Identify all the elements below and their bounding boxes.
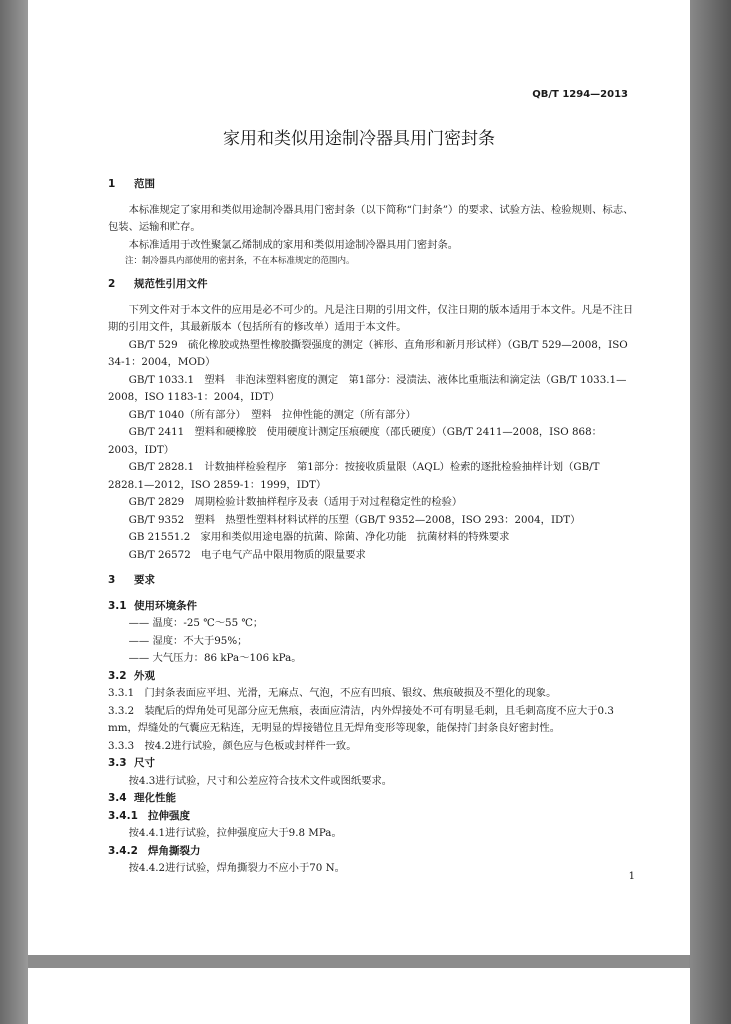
ref-item: GB/T 26572 电子电气产品中限用物质的限量要求 [128,548,366,561]
left-shadow [0,0,28,1024]
section-1-para-2: 本标准适用于改性聚氯乙烯制成的家用和类似用途制冷器具用门密封条。 [128,238,459,251]
clause-3-4-1-text: 按4.4.1进行试验，拉伸强度应大于9.8 MPa。 [128,827,342,839]
ref-item: GB/T 9352 塑料 热塑性塑料材料试样的压塑（GB/T 9352—2008，ISO 293：2004，IDT） [128,513,581,526]
document-body [108,176,636,878]
next-page-edge [28,968,690,1024]
section-1-heading: 1 范围 [108,178,155,190]
clause-3-3-1: 3.3.1 门封条表面应平坦、光滑，无麻点、气泡，不应有凹痕、银纹、焦痕破损及不塑化的现象。 [108,687,557,699]
env-item: —— 温度：-25 ℃～55 ℃； [128,617,264,629]
section-1-para-1: 本标准规定了家用和类似用途制冷器具用门密封条（以下简称“门封条”）的要求、试验方法、检验规则、标志、包装、运输和贮存。 [108,203,634,233]
section-3-4-1-heading: 3.4.1 拉伸强度 [108,809,190,822]
right-shadow [689,0,731,1024]
section-2-heading: 2 规范性引用文件 [108,278,208,290]
clause-3-4-2-text: 按4.4.2进行试验，焊角撕裂力不应小于70 N。 [128,862,345,874]
section-3-4-2-heading: 3.4.2 焊角撕裂力 [108,844,201,857]
ref-item: GB/T 529 硫化橡胶或热塑性橡胶撕裂强度的测定（裤形、直角形和新月形试样）（GB/T 529—2008，ISO 34-1：2004，MOD） [108,338,628,368]
env-item: —— 湿度：不大于95%； [128,634,248,647]
section-3-1-heading: 3.1 使用环境条件 [108,599,197,612]
section-3-3-heading: 3.3 尺寸 [108,757,155,769]
standard-code: QB/T 1294—2013 [532,89,628,100]
ref-item: GB/T 1033.1 塑料 非泡沫塑料密度的测定 第1部分：浸渍法、液体比重瓶法和滴定法（GB/T 1033.1—2008，ISO 1183-1：2004，IDT） [108,373,627,403]
ref-item: GB/T 1040（所有部分） 塑料 拉伸性能的测定（所有部分） [128,408,416,421]
section-3-4-heading: 3.4 理化性能 [108,792,176,804]
clause-3-3-2: 3.3.2 装配后的焊角处可见部分应无焦痕，表面应清洁，内外焊接处不可有明显毛刺，且毛刺高度不应大于0.3 mm，焊缝处的气囊应无粘连，无明显的焊接错位且无焊角变形等现象，能保持门封条良好密封性。 [108,704,614,734]
ref-item: GB/T 2829 周期检验计数抽样程序及表（适用于对过程稳定性的检验） [128,496,463,508]
clause-3-3-text: 按4.3进行试验，尺寸和公差应符合技术文件或图纸要求。 [128,774,393,787]
section-2-para: 下列文件对于本文件的应用是必不可少的。凡是注日期的引用文件，仅注日期的版本适用于本文件。凡是不注日期的引用文件，其最新版本（包括所有的修改单）适用于本文件。 [108,303,634,333]
page-number: 1 [628,871,635,882]
document-page [28,0,690,955]
env-item: —— 大气压力：86 kPa～106 kPa。 [128,652,302,664]
ref-item: GB/T 2411 塑料和硬橡胶 使用硬度计测定压痕硬度（邵氏硬度）（GB/T 2411—2008，ISO 868：2003，IDT） [108,426,602,456]
page-title: 家用和类似用途制冷器具用门密封条 [223,129,495,149]
section-1-note: 注：制冷器具内部使用的密封条，不在本标准规定的范围内。 [125,256,355,266]
ref-item: GB 21551.2 家用和类似用途电器的抗菌、除菌、净化功能 抗菌材料的特殊要求 [128,531,510,543]
clause-3-3-3: 3.3.3 按4.2进行试验，颜色应与色板或封样件一致。 [108,739,357,752]
section-3-2-heading: 3.2 外观 [108,669,155,682]
ref-item: GB/T 2828.1 计数抽样检验程序 第1部分：按接收质量限（AQL）检索的逐批检验抽样计划（GB/T 2828.1—2012，ISO 2859-1：1999，IDT） [108,461,600,491]
section-3-heading: 3 要求 [108,574,155,586]
